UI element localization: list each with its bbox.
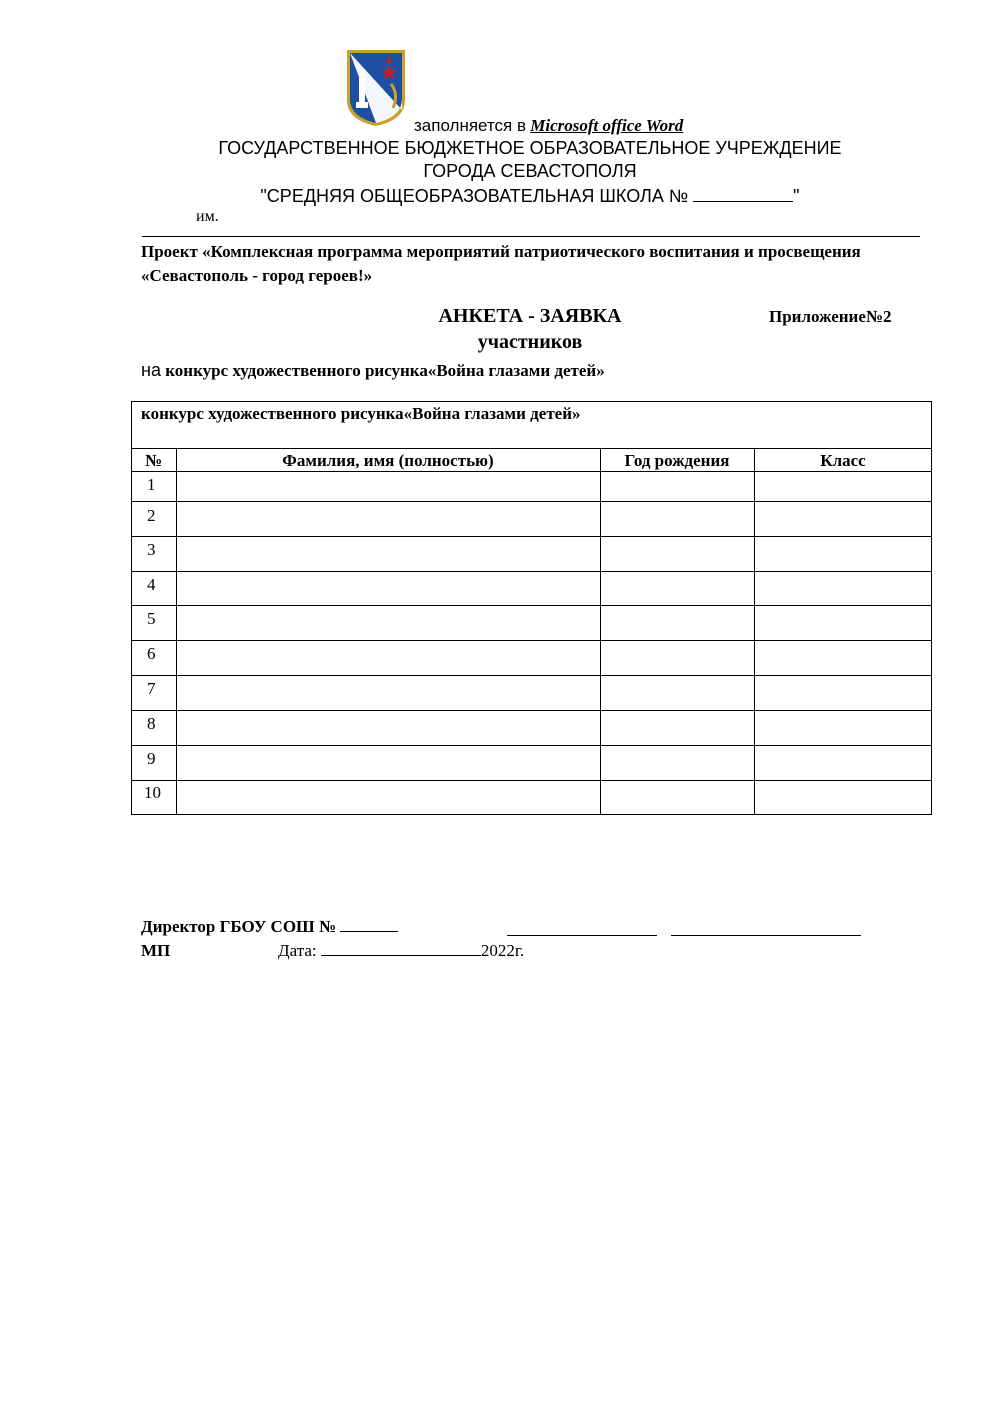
signature-name-field[interactable] [671,935,861,936]
table-rule [131,780,932,781]
contest-lead: на [141,360,161,380]
contest-line [141,360,605,381]
header-divider [142,236,920,237]
institution-line-3 [0,184,991,207]
table-rule [131,536,932,537]
date-label: Дата: [278,941,317,960]
table-rule [131,471,932,472]
column-header-name: Фамилия, имя (полностью) [282,451,494,470]
fill-note [414,116,683,136]
row-number: 1 [147,475,156,494]
table-rule [131,571,932,572]
table-rule [131,640,932,641]
row-number: 2 [147,506,156,525]
table-caption: конкурс художественного рисунка«Война глазами детей» [141,404,581,423]
director-school-number-field[interactable] [340,917,398,932]
sevastopol-coat-of-arms-icon [345,48,407,128]
institution-line-3-suffix: " [793,186,800,206]
table-rule [131,745,932,746]
form-subtitle: участников [477,331,583,353]
row-number: 4 [147,575,156,594]
fill-note-prefix: заполняется в [414,116,526,135]
director-line [141,917,398,937]
table-rule [131,675,932,676]
institution-line-3-prefix: "СРЕДНЯЯ ОБЩЕОБРАЗОВАТЕЛЬНАЯ ШКОЛА № [260,186,689,206]
row-number: 7 [147,679,156,698]
table-rule [131,501,932,502]
institution-line-1: ГОСУДАРСТВЕННОЕ БЮДЖЕТНОЕ ОБРАЗОВАТЕЛЬНОЕ УЧРЕЖДЕНИЕ [218,138,842,158]
row-number: 5 [147,609,156,628]
row-number: 3 [147,540,156,559]
institution-line-2: ГОРОДА СЕВАСТОПОЛЯ [423,161,637,181]
row-number: 10 [144,783,161,802]
table-rule [131,605,932,606]
table-rule [131,710,932,711]
project-title: Проект «Комплексная программа мероприятий патриотического воспитания и просвещения «Севастополь - город героев!» [141,242,861,285]
row-number: 9 [147,749,156,768]
form-title: АНКЕТА - ЗАЯВКА [438,305,622,327]
signature-field[interactable] [507,935,657,936]
row-number: 6 [147,644,156,663]
stamp-label: МП [141,941,171,960]
column-header-birth-year: Год рождения [624,451,730,470]
director-label: Директор ГБОУ СОШ № [141,917,337,936]
column-header-number: № [144,451,163,470]
date-line [278,941,524,961]
table-rule [131,448,932,449]
column-header-class: Класс [820,451,866,470]
named-after-label: им. [196,208,219,225]
table-column-rule [176,448,177,815]
table-column-rule [754,448,755,815]
school-number-field[interactable] [693,184,793,202]
row-number: 8 [147,714,156,733]
year-suffix: 2022г. [480,941,525,960]
table-column-rule [600,448,601,815]
appendix-label: Приложение№2 [769,307,892,326]
date-field[interactable] [321,941,481,956]
contest-text: конкурс художественного рисунка«Война глазами детей» [165,361,605,380]
fill-note-app: Microsoft office Word [530,116,684,135]
